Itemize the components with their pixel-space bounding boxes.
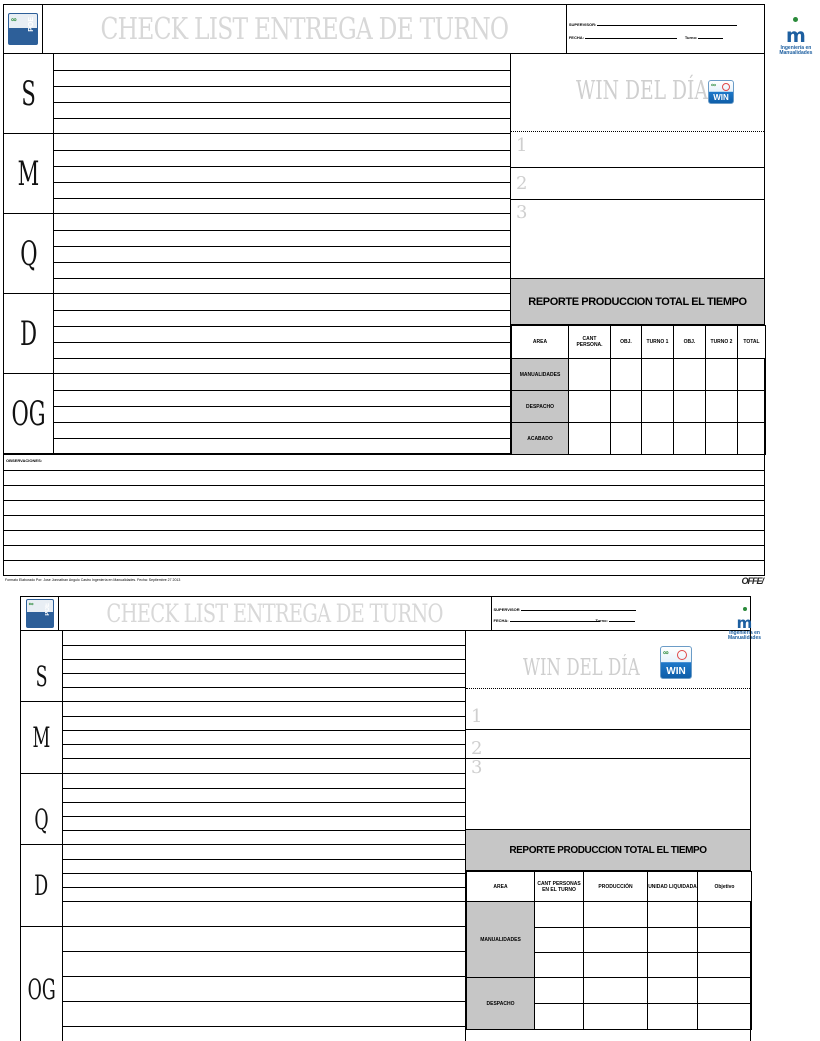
table-row (512, 359, 766, 391)
entry-line[interactable] (63, 758, 465, 759)
entry-line[interactable] (54, 230, 510, 231)
win-item-2[interactable]: 2 (466, 730, 750, 759)
row-label-despacho: DESPACHO (467, 978, 535, 1030)
header-area: AREA (512, 326, 569, 359)
fecha-label: FECHA: (568, 35, 584, 40)
header-turno-1: TURNO 1 (642, 326, 674, 359)
entry-line[interactable] (63, 873, 465, 874)
entry-line[interactable] (54, 326, 510, 327)
win-item-1[interactable]: 1 (466, 689, 750, 730)
entry-line[interactable] (63, 816, 465, 817)
category-row-s (4, 54, 510, 134)
header-obj-1: OBJ. (611, 326, 642, 359)
report-title: REPORTE PRODUCCION TOTAL EL TIEMPO (511, 278, 764, 325)
header-cant-persona: CANT PERSONA. (569, 326, 611, 359)
entry-line[interactable] (54, 358, 510, 359)
category-letter: S (21, 631, 63, 701)
entry-line[interactable] (54, 118, 510, 119)
form-title: CHECK LIST ENTREGA DE TURNO (100, 11, 509, 47)
win-item-1[interactable]: 1 (511, 132, 764, 168)
header-obj-2: OBJ. (674, 326, 706, 359)
entry-line[interactable] (63, 859, 465, 860)
category-row-q (4, 214, 510, 294)
header-fields (491, 597, 762, 642)
win-del-dia-box (466, 631, 750, 689)
report-title: REPORTE PRODUCCION TOTAL EL TIEMPO (466, 829, 750, 871)
im-logo-icon: m (736, 614, 753, 632)
header-cant-personas: CANT PERSONAS EN EL TURNO (535, 872, 584, 902)
supervisor-field[interactable] (569, 22, 738, 27)
header-fields (566, 5, 813, 57)
infinity-icon: ∞ (28, 601, 34, 608)
turno-field[interactable] (596, 618, 636, 623)
win-item-2[interactable]: 2 (511, 168, 764, 200)
category-row-s (21, 631, 465, 702)
entry-line[interactable] (63, 788, 465, 789)
entry-line[interactable] (54, 198, 510, 199)
header-total: TOTAL (738, 326, 766, 359)
turno-label: Turno: (595, 618, 608, 623)
fecha-label: FECHA: (493, 618, 509, 623)
footer-credit: Formato Elaborado Por: Jose Jonnathan Angulo Castro Ingeniería en Manualidades. Fecha: Septiembre 27 2013 (5, 578, 181, 582)
entry-line[interactable] (63, 887, 465, 888)
category-letter: D (4, 294, 54, 373)
category-row-og (21, 927, 465, 1041)
entry-line[interactable] (63, 659, 465, 660)
category-row-d (21, 845, 465, 927)
turno-field[interactable] (685, 35, 724, 40)
entry-line[interactable] (63, 951, 465, 952)
category-letter: Q (21, 774, 63, 844)
table-row (467, 978, 752, 1004)
category-row-m (21, 702, 465, 774)
header-unidad-liquidada: UNIDAD LIQUIDADA (648, 872, 698, 902)
entry-line[interactable] (63, 1001, 465, 1002)
entry-line[interactable] (54, 390, 510, 391)
entry-line[interactable] (54, 86, 510, 87)
category-letter: Q (4, 214, 54, 293)
target-icon (677, 650, 687, 660)
poe-logo (26, 599, 54, 628)
observation-line[interactable] (4, 485, 764, 486)
entry-line[interactable] (63, 687, 465, 688)
entry-line[interactable] (63, 716, 465, 717)
observation-line[interactable] (4, 545, 764, 546)
header-produccion: PRODUCCIÓN (584, 872, 648, 902)
entry-line[interactable] (63, 744, 465, 745)
entry-line[interactable] (54, 422, 510, 423)
entry-line[interactable] (63, 802, 465, 803)
observations-section (3, 454, 765, 576)
supervisor-label: SUPERVISOR (493, 607, 520, 612)
observation-line[interactable] (4, 470, 764, 471)
poe-logo-cell (21, 597, 59, 630)
category-letter: M (4, 134, 54, 213)
row-label-manualidades: MANUALIDADES (512, 359, 569, 391)
observation-line[interactable] (4, 560, 764, 561)
entry-line[interactable] (54, 246, 510, 247)
brand-line-1: Ingeniería en (729, 630, 760, 636)
poe-text: POE (44, 603, 51, 616)
category-section (20, 631, 466, 1041)
header-area: AREA (467, 872, 535, 902)
entry-line[interactable] (54, 406, 510, 407)
observations-label: OBSERVACIONES: (6, 458, 43, 463)
entry-line[interactable] (54, 310, 510, 311)
table-row (467, 902, 752, 928)
category-section (3, 54, 511, 454)
entry-line[interactable] (54, 262, 510, 263)
entry-line[interactable] (54, 70, 510, 71)
brand-line-2: Manualidades (727, 635, 762, 642)
poe-text: POE (28, 17, 36, 32)
entry-line[interactable] (63, 1026, 465, 1027)
category-row-d (4, 294, 510, 374)
category-letter: D (21, 845, 63, 926)
supervisor-label: SUPERVISOR: (568, 22, 597, 27)
entry-line[interactable] (63, 830, 465, 831)
report-table (511, 325, 766, 455)
entry-line[interactable] (54, 438, 510, 439)
footer-logo: OFFE/ (741, 576, 763, 586)
entry-line[interactable] (54, 166, 510, 167)
win-icon: ∞ WIN (660, 646, 692, 679)
form-title: CHECK LIST ENTREGA DE TURNO (106, 599, 444, 628)
brand-line-2: Manualidades (779, 50, 813, 57)
form-sheet-1 (3, 4, 813, 588)
entry-line[interactable] (63, 730, 465, 731)
category-letter: OG (4, 374, 54, 453)
observation-line[interactable] (4, 530, 764, 531)
fecha-field[interactable] (569, 35, 677, 40)
row-label-despacho: DESPACHO (512, 391, 569, 423)
entry-line[interactable] (54, 342, 510, 343)
brand-logo (772, 9, 820, 57)
win-report-panel (511, 54, 765, 454)
target-icon (722, 83, 730, 91)
im-logo-icon: m (785, 25, 806, 47)
table-row (512, 391, 766, 423)
row-label-acabado: ACABADO (512, 423, 569, 455)
poe-logo (8, 13, 38, 45)
category-row-og (4, 374, 510, 454)
win-item-3[interactable]: 3 (471, 757, 483, 778)
header-turno-2: TURNO 2 (706, 326, 738, 359)
category-row-m (4, 134, 510, 214)
header-objetivo: Objetivo (698, 872, 752, 902)
report-table (466, 871, 752, 1030)
entry-line[interactable] (63, 673, 465, 674)
form-sheet-2 (20, 596, 762, 1036)
row-label-manualidades: MANUALIDADES (467, 902, 535, 978)
category-row-q (21, 774, 465, 845)
form-header (20, 596, 762, 642)
win-del-dia-box (511, 54, 764, 132)
infinity-icon: ∞ (11, 15, 17, 24)
poe-logo-cell (4, 5, 43, 53)
fecha-field[interactable] (494, 618, 600, 623)
table-row (512, 423, 766, 455)
win-title: WIN DEL DÍA (576, 76, 708, 106)
entry-line[interactable] (63, 976, 465, 977)
category-letter: OG (21, 927, 63, 1041)
observation-line[interactable] (4, 500, 764, 501)
win-title: WIN DEL DÍA (523, 655, 640, 681)
entry-line[interactable] (54, 102, 510, 103)
observation-line[interactable] (4, 515, 764, 516)
win-item-3[interactable]: 3 (516, 202, 528, 223)
turno-label: Turno: (684, 35, 698, 40)
win-report-panel (466, 631, 751, 1041)
category-letter: S (4, 54, 54, 133)
entry-line[interactable] (54, 150, 510, 151)
win-icon: ∞ WIN (708, 80, 734, 104)
supervisor-field[interactable] (494, 607, 636, 612)
form-header (3, 4, 813, 57)
brand-line-1: Ingeniería en (780, 45, 812, 51)
entry-line[interactable] (63, 645, 465, 646)
category-letter: M (21, 702, 63, 773)
entry-line[interactable] (54, 182, 510, 183)
entry-line[interactable] (63, 901, 465, 902)
entry-line[interactable] (54, 278, 510, 279)
